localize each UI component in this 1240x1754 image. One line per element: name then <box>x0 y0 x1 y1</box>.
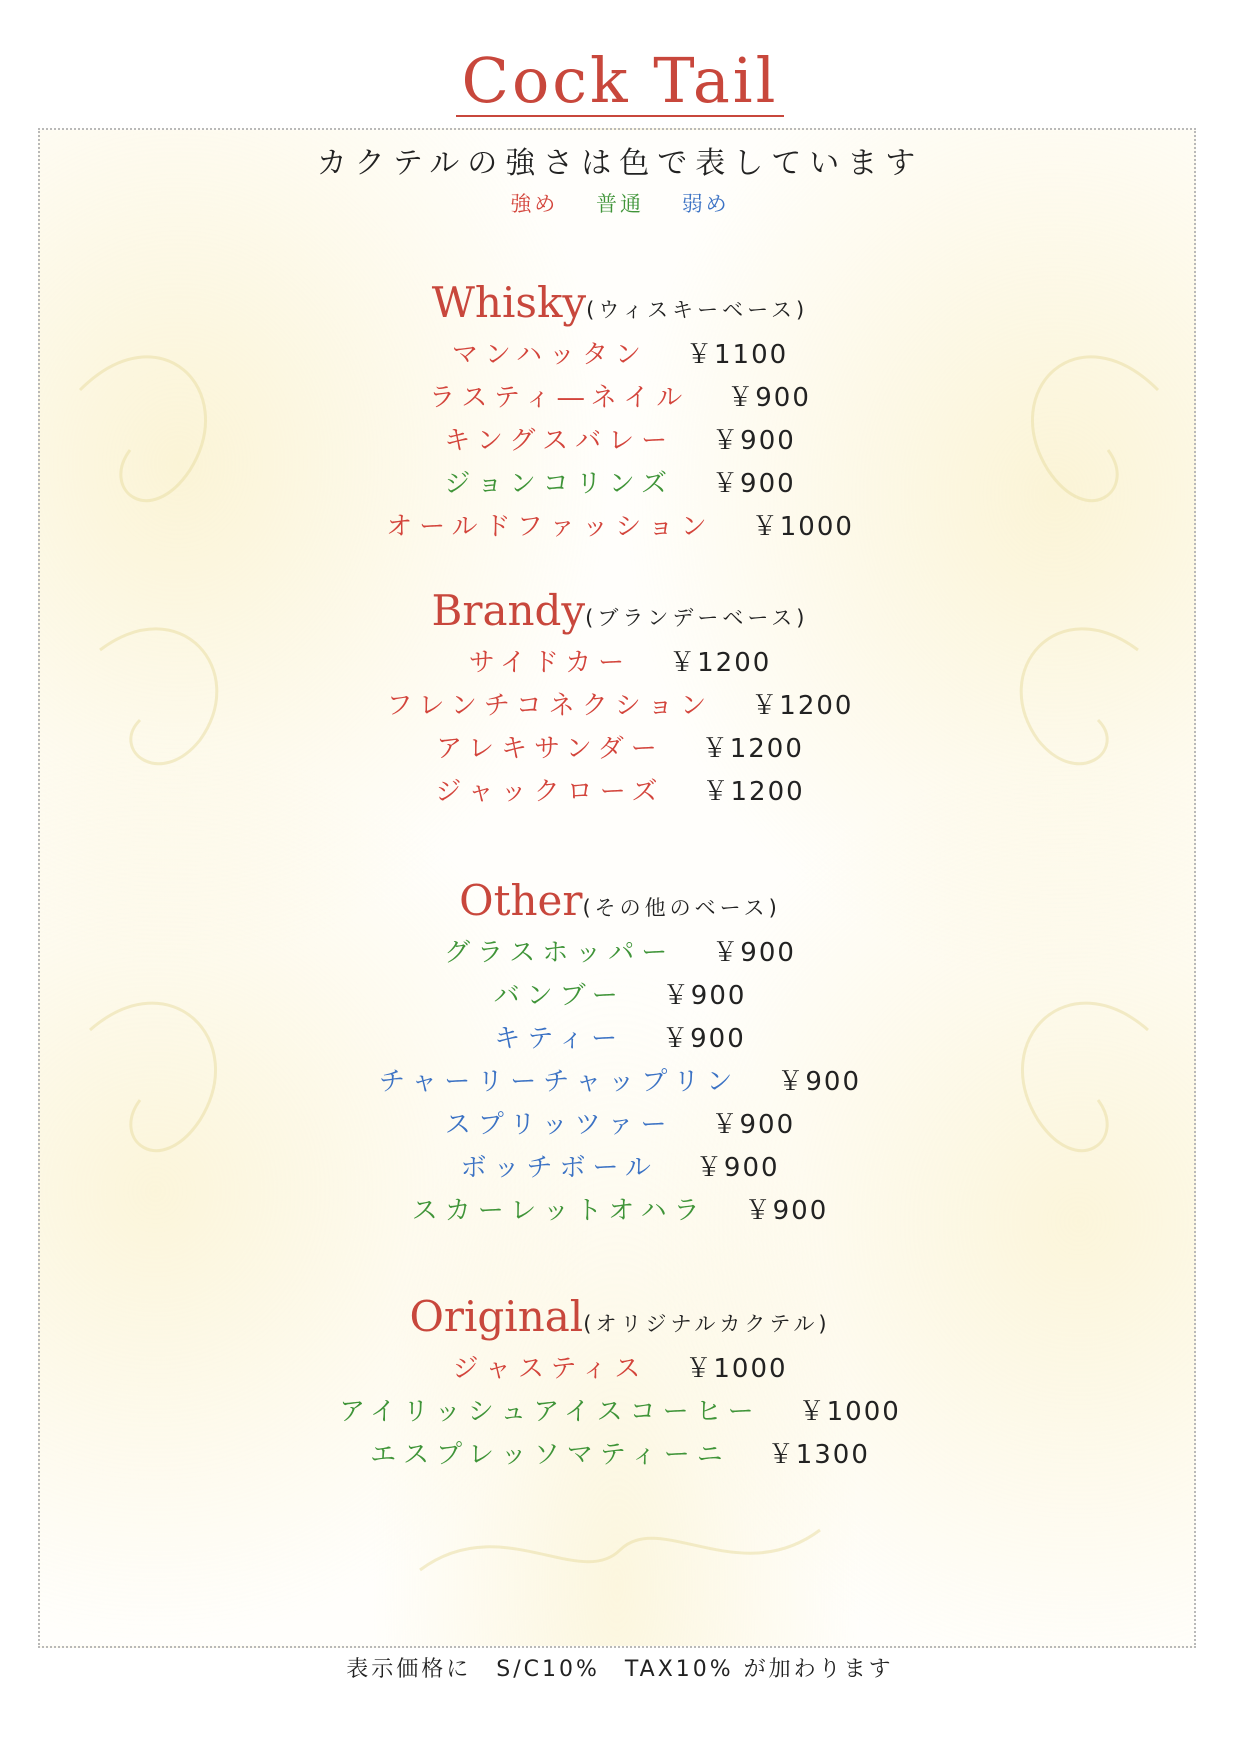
item-name: ジャックローズ <box>435 777 665 807</box>
item-price: ￥900 <box>777 1067 862 1097</box>
item-price: ￥900 <box>727 383 811 413</box>
item-name: スプリッツァー <box>444 1110 674 1140</box>
section-title-en: Whisky <box>431 278 587 327</box>
menu-title: Cock Tail <box>456 48 785 117</box>
menu-item <box>0 463 1240 506</box>
menu-item <box>0 1147 1240 1190</box>
menu-item <box>0 1018 1240 1061</box>
item-price: ￥900 <box>695 1153 780 1183</box>
item-price: ￥900 <box>744 1196 829 1226</box>
menu-item <box>0 975 1240 1018</box>
menu-item <box>0 334 1240 377</box>
legend-strong: 強め <box>510 192 559 216</box>
item-name: キングスバレー <box>444 426 675 456</box>
item-price: ￥900 <box>662 981 747 1011</box>
menu-item <box>0 420 1240 463</box>
item-price: ￥900 <box>712 469 796 499</box>
section-title-en: Original <box>409 1292 584 1341</box>
item-name: ボッチボール <box>460 1153 658 1183</box>
menu-item <box>0 1391 1240 1434</box>
menu-item <box>0 771 1240 814</box>
item-price: ￥1300 <box>767 1440 870 1470</box>
item-price: ￥900 <box>712 938 796 968</box>
item-name: フレンチコネクション <box>386 691 714 721</box>
section-title-jp: (ウィスキーベース) <box>586 298 809 322</box>
section-brandy <box>0 586 1240 814</box>
item-name: マンハッタン <box>451 340 648 370</box>
section-whisky <box>0 278 1240 549</box>
menu-item <box>0 1061 1240 1104</box>
item-name: ジョンコリンズ <box>444 469 675 499</box>
item-price: ￥1200 <box>702 777 805 807</box>
item-name: ジャスティス <box>452 1354 648 1384</box>
item-price: ￥900 <box>711 1110 796 1140</box>
item-name: バンブー <box>493 981 625 1011</box>
legend-weak: 弱め <box>681 192 730 216</box>
item-name: オールドファッション <box>386 512 714 542</box>
menu-title-wrap <box>0 44 1240 117</box>
item-price: ￥1000 <box>751 512 854 542</box>
item-price: ￥900 <box>662 1024 746 1054</box>
price-note: 表示価格に S/C10% TAX10% が加わります <box>346 1657 894 1682</box>
menu-item <box>0 1104 1240 1147</box>
item-name: チャーリーチャップリン <box>378 1067 740 1097</box>
item-price: ￥1000 <box>798 1397 901 1427</box>
item-name: キティー <box>494 1024 625 1054</box>
item-name: スカーレットオハラ <box>411 1196 707 1226</box>
section-original <box>0 1292 1240 1477</box>
section-title <box>0 1292 1240 1341</box>
section-other <box>0 876 1240 1233</box>
section-title <box>0 278 1240 327</box>
legend-normal: 普通 <box>596 192 644 216</box>
menu-item <box>0 506 1240 549</box>
item-name: アイリッシュアイスコーヒー <box>339 1397 761 1427</box>
item-price: ￥1200 <box>751 691 854 721</box>
menu-item <box>0 1348 1240 1391</box>
item-price: ￥900 <box>712 426 796 456</box>
menu-item <box>0 728 1240 771</box>
item-price: ￥1100 <box>686 340 789 370</box>
item-price: ￥1200 <box>701 734 804 764</box>
section-title-en: Other <box>459 876 583 925</box>
section-title-jp: (その他のベース) <box>582 896 781 920</box>
item-price: ￥1200 <box>669 648 772 678</box>
menu-item <box>0 642 1240 685</box>
item-name: サイドカー <box>468 648 632 678</box>
section-title-jp: (ブランデーベース) <box>585 606 809 630</box>
item-name: グラスホッパー <box>444 938 675 968</box>
strength-legend <box>0 188 1240 218</box>
menu-item <box>0 377 1240 420</box>
strength-heading: カクテルの強さは色で表しています <box>316 146 924 181</box>
item-name: アレキサンダー <box>436 734 664 764</box>
menu-item <box>0 932 1240 975</box>
menu-item <box>0 685 1240 728</box>
item-price: ￥1000 <box>685 1354 788 1384</box>
section-title <box>0 586 1240 635</box>
item-name: ラスティ―ネイル <box>429 383 690 413</box>
section-title-jp: (オリジナルカクテル) <box>583 1312 831 1336</box>
section-title-en: Brandy <box>431 586 586 635</box>
menu-item <box>0 1190 1240 1233</box>
item-name: エスプレッソマティーニ <box>370 1440 730 1470</box>
section-title <box>0 876 1240 925</box>
menu-item <box>0 1434 1240 1477</box>
